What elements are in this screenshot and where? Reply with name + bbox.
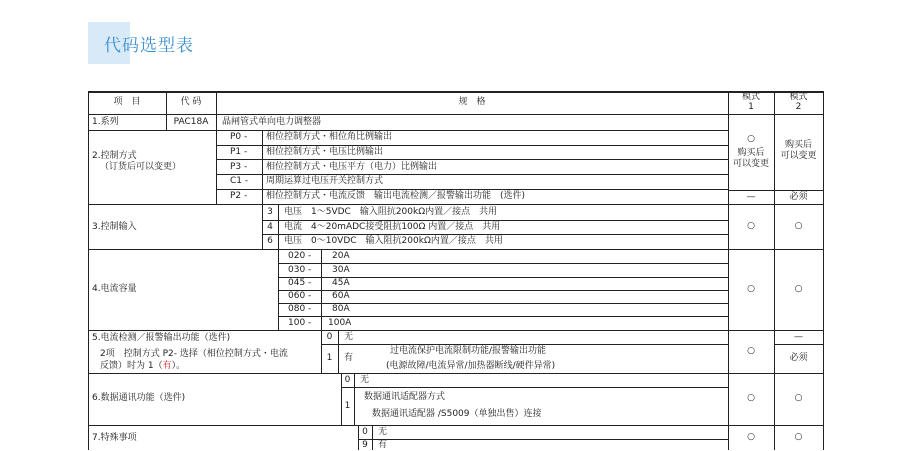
- detect-label: 5.电流检测／报警输出功能（选件): [92, 333, 231, 343]
- comm-code-1: 1: [344, 401, 351, 411]
- header-mode-2: 模式 2: [789, 92, 808, 112]
- series-code: PAC18A: [173, 117, 209, 127]
- current-label: 4.电流容量: [92, 284, 137, 294]
- control-label: 2.控制方式: [92, 151, 137, 161]
- header-spec: 规 格: [458, 97, 486, 107]
- control-desc-p3: 相位控制方式・电压平方（电力）比例输出: [266, 162, 438, 172]
- detect-opt1-mode2-mark: 必须: [789, 353, 808, 363]
- header-item: 项 目: [113, 97, 141, 107]
- current-desc-030: 30A: [332, 265, 350, 275]
- detect-note-line2: 反馈）时为 1（有）。: [100, 361, 186, 371]
- comm-mode2-mark: ○: [794, 393, 803, 403]
- detect-note-line1: 2项 控制方式 P2- 选择（相位控制方式・电流: [100, 349, 288, 359]
- detect-code-0: 0: [326, 332, 333, 342]
- current-desc-020: 20A: [332, 251, 350, 261]
- comm-detail-line2: 数据通讯适配器 /S5009（单独出售）连接: [372, 409, 542, 419]
- control-code-p0: P0 -: [230, 132, 248, 142]
- current-code-030: 030 -: [288, 265, 312, 275]
- detect-code-1: 1: [326, 353, 333, 363]
- detect-opt0-mode2-mark: —: [794, 332, 803, 342]
- detect-detail-line1: 过电流保护电流限制功能/报警输出功能: [390, 346, 547, 356]
- control-mode1-mark: ○: [747, 134, 755, 144]
- current-desc-080: 80A: [332, 304, 350, 314]
- comm-desc-0: 无: [360, 375, 370, 385]
- current-code-045: 045 -: [288, 278, 312, 288]
- control-desc-p2: 相位控制方式・电流反馈 输出电流检测／报警输出功能 (选件): [266, 191, 526, 201]
- control-code-p3: P3 -: [230, 162, 248, 172]
- header-mode-1: 模式 1: [741, 92, 760, 112]
- series-spec: 晶闸管式单向电力调整器: [222, 117, 322, 127]
- detect-desc-1: 有: [344, 353, 354, 363]
- control-desc-p1: 相位控制方式・电压比例输出: [266, 147, 384, 157]
- detect-detail-line2: (电源故障/电流异常/加热器断线/硬件异常): [386, 361, 556, 371]
- page-title: 代码选型表: [104, 36, 194, 56]
- control-desc-c1: 周期运算过电压开关控制方式: [266, 176, 384, 186]
- special-mode1-mark: ○: [747, 432, 755, 442]
- series-label: 1.系列: [92, 117, 119, 127]
- control-desc-p0: 相位控制方式・相位角比例输出: [266, 132, 393, 142]
- special-mode2-mark: ○: [794, 432, 803, 442]
- input-code-6: 6: [267, 236, 273, 246]
- detect-note-highlight: 有: [162, 361, 172, 371]
- control-code-p2: P2 -: [230, 191, 248, 201]
- input-mode1-mark: ○: [747, 221, 755, 231]
- comm-code-0: 0: [344, 375, 351, 385]
- comm-detail-line1: 数据通讯适配器方式: [364, 392, 446, 402]
- input-desc-4: 电流 4～20mADC接受阻抗100Ω 内置／接点 共用: [284, 222, 501, 232]
- input-desc-3: 电压 1～5VDC 输入阻抗200kΩ内置／接点 共用: [284, 207, 498, 217]
- control-sublabel: （订货后可以变更）: [100, 162, 182, 172]
- special-desc-0: 无: [378, 427, 388, 437]
- comm-mode1-mark: ○: [747, 393, 755, 403]
- control-code-c1: C1 -: [230, 176, 249, 186]
- detect-mode1-mark: ○: [747, 346, 755, 356]
- control-mode1-note: 购买后 可以变更: [732, 148, 769, 169]
- special-code-0: 0: [362, 427, 368, 437]
- header-code: 代 码: [180, 97, 202, 107]
- control-p2-mode2-mark: 必须: [789, 192, 808, 202]
- input-desc-6: 电压 0～10VDC 输入阻抗200kΩ内置／接点 共用: [284, 236, 503, 246]
- control-p2-mode1-mark: —: [746, 192, 756, 202]
- current-code-060: 060 -: [288, 291, 312, 301]
- current-desc-100: 100A: [328, 318, 352, 328]
- special-label: 7.特殊事项: [92, 433, 137, 443]
- current-code-020: 020 -: [288, 251, 312, 261]
- current-code-100: 100 -: [288, 318, 312, 328]
- input-mode2-mark: ○: [794, 221, 803, 231]
- control-mode2-note: 购买后 可以变更: [780, 140, 817, 161]
- input-label: 3.控制输入: [92, 222, 137, 232]
- detect-desc-0: 无: [344, 332, 354, 342]
- code-selection-table: [88, 90, 823, 450]
- current-desc-060: 60A: [332, 291, 350, 301]
- comm-label: 6.数据通讯功能（选件): [92, 393, 186, 403]
- control-code-p1: P1 -: [230, 147, 248, 157]
- current-desc-045: 45A: [332, 278, 350, 288]
- special-code-9: 9: [362, 440, 368, 450]
- current-mode1-mark: ○: [747, 284, 755, 294]
- current-code-080: 080 -: [288, 304, 312, 314]
- special-desc-9: 有: [378, 440, 388, 450]
- input-code-3: 3: [267, 207, 273, 217]
- current-mode2-mark: ○: [794, 284, 803, 294]
- input-code-4: 4: [267, 222, 273, 232]
